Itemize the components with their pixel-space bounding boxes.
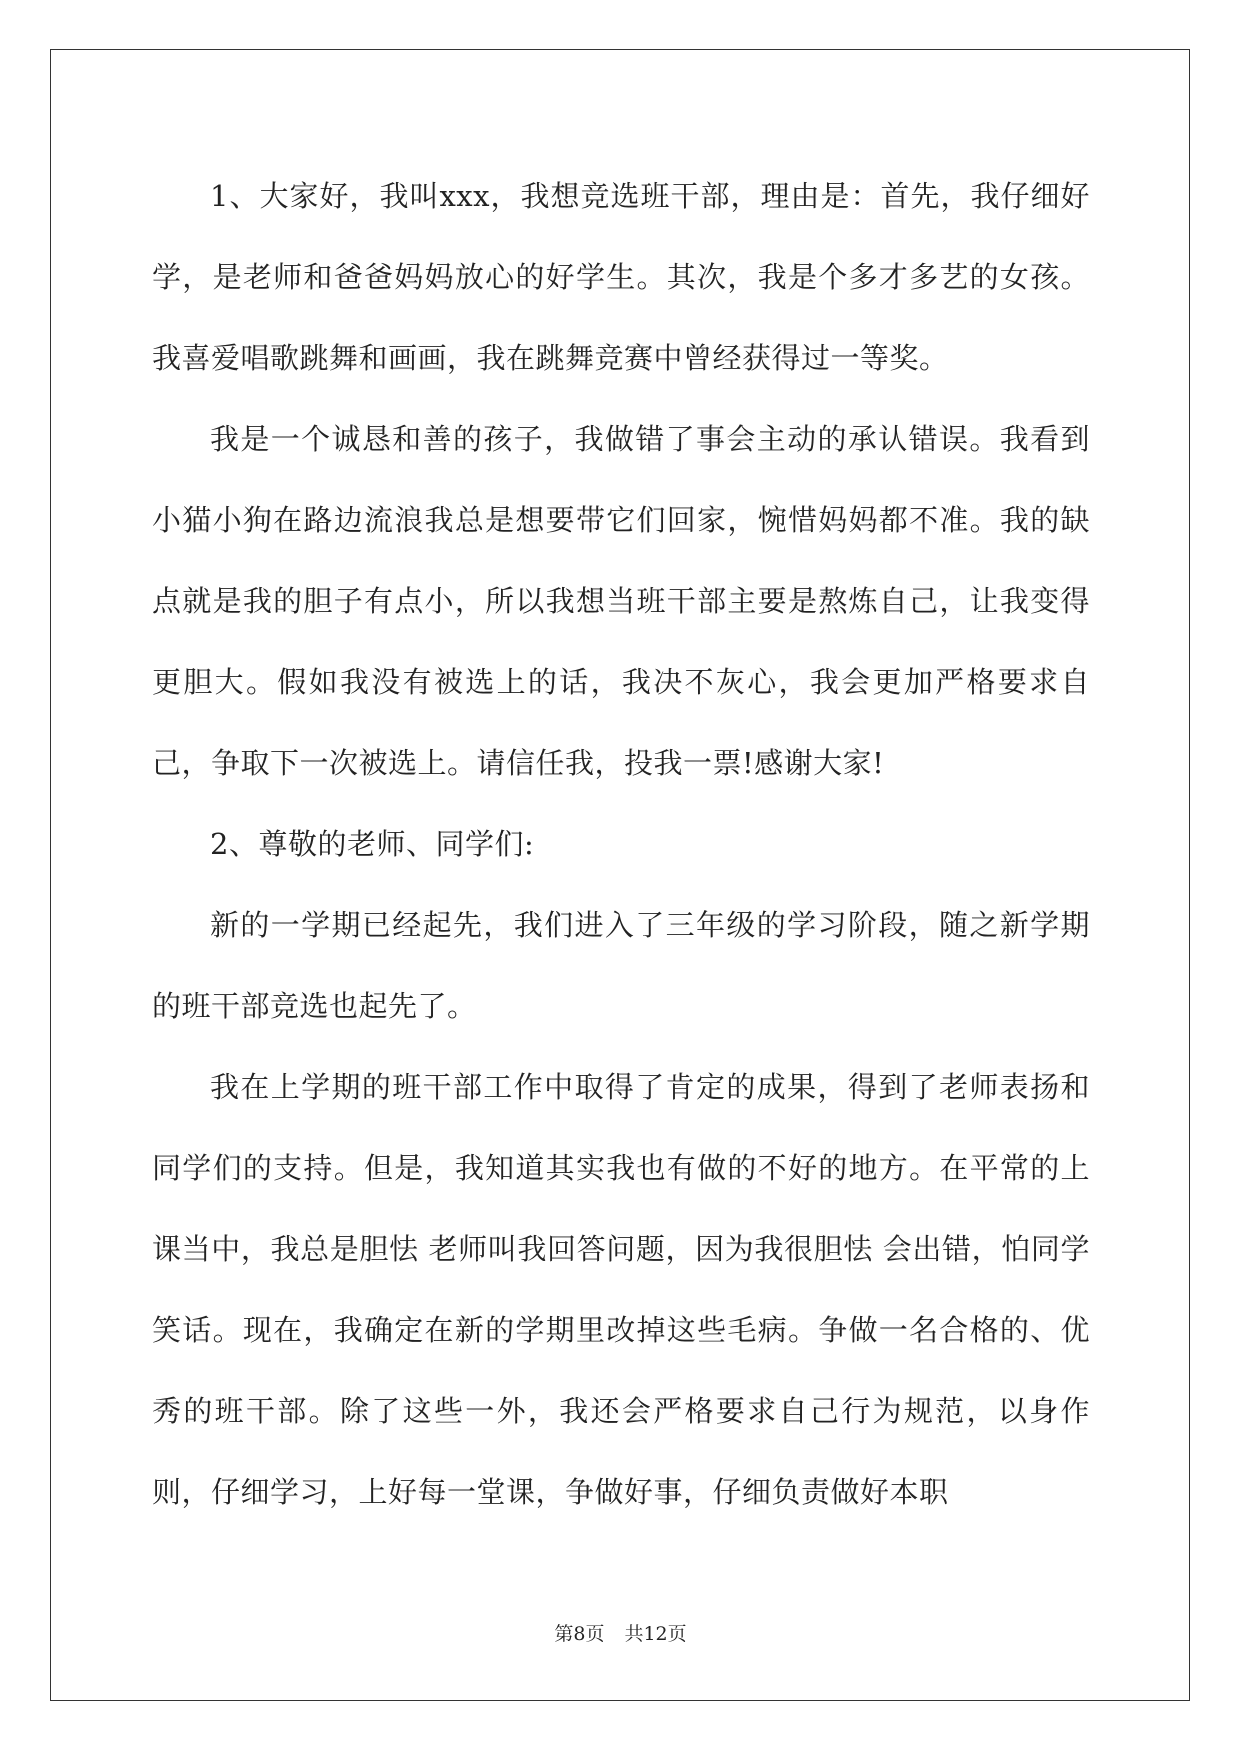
- page-number-current: 第8页: [554, 1623, 605, 1645]
- page-footer: [0, 1622, 1241, 1646]
- paragraph-3: 2、尊敬的老师、同学们:: [210, 827, 535, 861]
- document-body: [152, 156, 1090, 1533]
- paragraph-4: 新的一学期已经起先，我们进入了三年级的学习阶段，随之新学期的班干部竞选也起先了。: [152, 908, 1090, 1023]
- paragraph-2: 我是一个诚恳和善的孩子，我做错了事会主动的承认错误。我看到小猫小狗在路边流浪我总是想要带它们回家，惋惜妈妈都不准。我的缺点就是我的胆子有点小，所以我想当班干部主要是熬炼自己，让我变得更胆大。假如我没有被选上的话，我决不灰心，我会更加严格要求自己，争取下一次被选上。请信任我，投我一票!感谢大家!: [152, 422, 1090, 780]
- page-number-total: 共12页: [624, 1623, 687, 1645]
- paragraph-1: 1、大家好，我叫xxx，我想竞选班干部，理由是：首先，我仔细好学，是老师和爸爸妈妈放心的好学生。其次，我是个多才多艺的女孩。我喜爱唱歌跳舞和画画，我在跳舞竞赛中曾经获得过一等奖。: [152, 179, 1090, 375]
- paragraph-5: 我在上学期的班干部工作中取得了肯定的成果，得到了老师表扬和同学们的支持。但是，我知道其实我也有做的不好的地方。在平常的上课当中，我总是胆怯 老师叫我回答问题，因为我很胆怯 会出错，怕同学笑话。现在，我确定在新的学期里改掉这些毛病。争做一名合格的、优秀的班干部。除了这些一外，我还会严格要求自己行为规范，以身作则，仔细学习，上好每一堂课，争做好事，仔细负责做好本职: [152, 1070, 1090, 1509]
